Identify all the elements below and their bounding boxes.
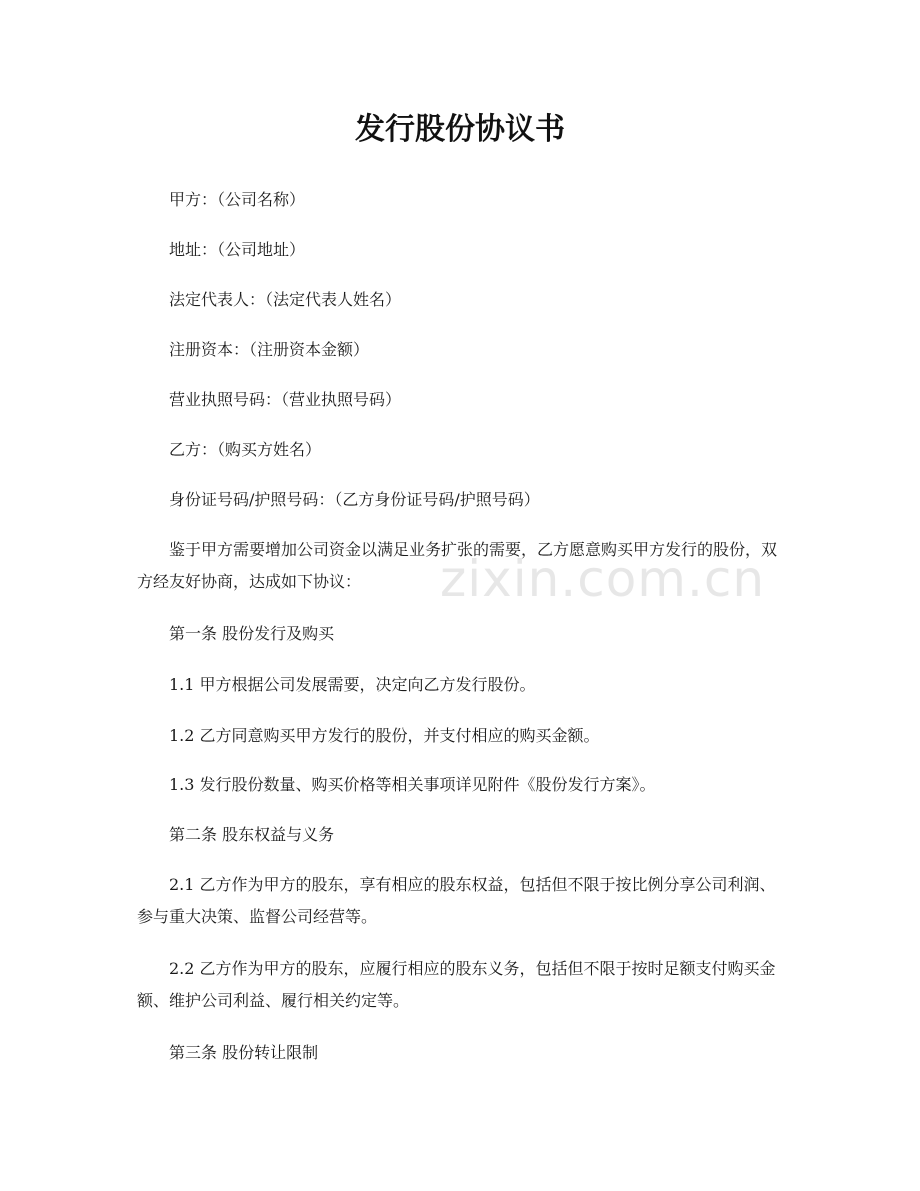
clause-2-2-text: 2.2 乙方作为甲方的股东，应履行相应的股东义务，包括但不限于按时足额支付购买金额、维护公司利益、履行相关约定等。 xyxy=(137,959,776,1010)
preamble-paragraph xyxy=(137,534,787,598)
clause-1-3-text: 1.3 发行股份数量、购买价格等相关事项详见附件《股份发行方案》。 xyxy=(169,775,656,794)
party-a-name xyxy=(137,184,787,216)
clause-2-2 xyxy=(137,953,787,1017)
document-title: 发行股份协议书 xyxy=(355,112,565,147)
article-3-heading-text: 第三条 股份转让限制 xyxy=(169,1043,319,1062)
party-a-name-text: 甲方：（公司名称） xyxy=(169,190,306,209)
article-1-heading-text: 第一条 股份发行及购买 xyxy=(169,624,335,643)
article-2-heading-text: 第二条 股东权益与义务 xyxy=(169,825,335,844)
article-3-heading xyxy=(137,1037,787,1069)
clause-1-2 xyxy=(137,720,787,752)
party-a-address-text: 地址：（公司地址） xyxy=(169,240,306,259)
site-watermark: zixin.com.cn xyxy=(440,550,766,608)
article-2-heading xyxy=(137,819,787,851)
business-license-number-text: 营业执照号码：（营业执照号码） xyxy=(169,390,402,409)
legal-representative-text: 法定代表人：（法定代表人姓名） xyxy=(169,290,402,309)
registered-capital-text: 注册资本：（注册资本金额） xyxy=(169,340,370,359)
party-b-name xyxy=(137,434,787,466)
clause-2-1 xyxy=(137,869,787,933)
clause-1-2-text: 1.2 乙方同意购买甲方发行的股份，并支付相应的购买金额。 xyxy=(169,726,600,745)
registered-capital xyxy=(137,334,787,366)
party-a-address xyxy=(137,234,787,266)
preamble-text: 鉴于甲方需要增加公司资金以满足业务扩张的需要，乙方愿意购买甲方发行的股份，双方经友好协商，达成如下协议： xyxy=(137,540,778,591)
party-b-name-text: 乙方：（购买方姓名） xyxy=(169,440,322,459)
business-license-number xyxy=(137,384,787,416)
legal-representative xyxy=(137,284,787,316)
clause-1-1-text: 1.1 甲方根据公司发展需要，决定向乙方发行股份。 xyxy=(169,675,536,694)
clause-1-1 xyxy=(137,669,787,701)
party-b-id-number xyxy=(137,484,787,516)
article-1-heading xyxy=(137,618,787,650)
party-b-id-number-text: 身份证号码/护照号码：（乙方身份证号码/护照号码） xyxy=(169,490,540,509)
clause-1-3 xyxy=(137,769,787,801)
clause-2-1-text: 2.1 乙方作为甲方的股东，享有相应的股东权益，包括但不限于按比例分享公司利润、参与重大决策、监督公司经营等。 xyxy=(137,875,776,926)
